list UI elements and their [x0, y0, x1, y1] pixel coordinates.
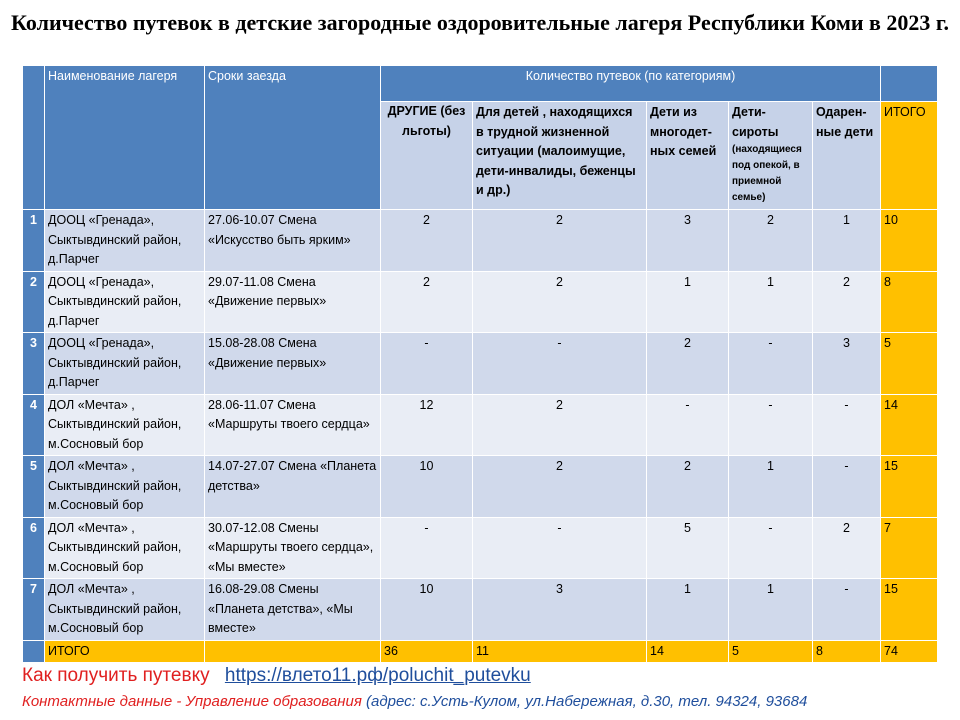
row-other: 10: [381, 456, 473, 518]
row-dates: 14.07-27.07 Смена «Планета детства»: [205, 456, 381, 518]
how-to-get-voucher: [22, 664, 942, 688]
header-other: ДРУГИЕ (без льготы): [381, 102, 473, 210]
header-total-top: [881, 66, 938, 102]
row-camp: ДООЦ «Гренада», Сыктывдинский район, д.Парчег: [45, 333, 205, 395]
page-title: Количество путевок в детские загородные оздоровительные лагеря Республики Коми в 2023 г.: [11, 10, 949, 35]
row-orphans: 1: [729, 579, 813, 641]
row-camp: ДООЦ «Гренада», Сыктывдинский район, д.Парчег: [45, 210, 205, 272]
row-index: 6: [23, 517, 45, 579]
row-total: 15: [881, 579, 938, 641]
row-difficult: -: [473, 333, 647, 395]
row-large-family: 2: [647, 456, 729, 518]
camps-table: [22, 65, 938, 663]
row-large-family: -: [647, 394, 729, 456]
row-orphans: 1: [729, 271, 813, 333]
header-index-cell: [23, 66, 45, 210]
row-difficult: 3: [473, 579, 647, 641]
row-large-family: 1: [647, 271, 729, 333]
row-difficult: 2: [473, 394, 647, 456]
row-other: -: [381, 333, 473, 395]
row-difficult: -: [473, 517, 647, 579]
row-other: 10: [381, 579, 473, 641]
row-gifted: 2: [813, 271, 881, 333]
row-large-family: 3: [647, 210, 729, 272]
row-camp: ДООЦ «Гренада», Сыктывдинский район, д.Парчег: [45, 271, 205, 333]
row-dates: 15.08-28.08 Смена «Движение первых»: [205, 333, 381, 395]
footer-dates-cell: [205, 640, 381, 663]
contact-info: [22, 692, 942, 712]
contact-label: Контактные данные - Управление образования: [22, 693, 362, 710]
footer-index-cell: [23, 640, 45, 663]
row-other: 2: [381, 271, 473, 333]
header-orphans-label: Дети-сироты: [732, 105, 779, 139]
row-orphans: -: [729, 333, 813, 395]
row-camp: ДОЛ «Мечта» , Сыктывдинский район, м.Сосновый бор: [45, 517, 205, 579]
header-orphans: [729, 102, 813, 210]
row-total: 5: [881, 333, 938, 395]
header-camp-name: Наименование лагеря: [45, 66, 205, 210]
contact-address: (адрес: с.Усть-Кулом, ул.Набережная, д.30, тел. 94324, 93684: [366, 693, 808, 710]
row-total: 7: [881, 517, 938, 579]
row-large-family: 2: [647, 333, 729, 395]
row-dates: 16.08-29.08 Смены «Планета детства», «Мы вместе»: [205, 579, 381, 641]
row-orphans: 2: [729, 210, 813, 272]
header-dates: Сроки заезда: [205, 66, 381, 210]
header-difficult: Для детей , находящихся в трудной жизненной ситуации (малоимущие, дети-инвалиды, беженцы и др.): [473, 102, 647, 210]
footer-orphans: 5: [729, 640, 813, 663]
row-index: 4: [23, 394, 45, 456]
row-index: 2: [23, 271, 45, 333]
row-large-family: 1: [647, 579, 729, 641]
row-camp: ДОЛ «Мечта» , Сыктывдинский район, м.Сосновый бор: [45, 394, 205, 456]
header-gifted: Одарен-ные дети: [813, 102, 881, 210]
header-large-family: Дети из многодет-ных семей: [647, 102, 729, 210]
row-other: -: [381, 517, 473, 579]
footer-large-family: 14: [647, 640, 729, 663]
row-difficult: 2: [473, 210, 647, 272]
row-camp: ДОЛ «Мечта» , Сыктывдинский район, м.Сосновый бор: [45, 456, 205, 518]
row-difficult: 2: [473, 271, 647, 333]
row-dates: 30.07-12.08 Смены «Маршруты твоего сердца», «Мы вместе»: [205, 517, 381, 579]
row-total: 15: [881, 456, 938, 518]
row-gifted: -: [813, 394, 881, 456]
row-camp: ДОЛ «Мечта» , Сыктывдинский район, м.Сосновый бор: [45, 579, 205, 641]
footer-gifted: 8: [813, 640, 881, 663]
header-categories-group: Количество путевок (по категориям): [381, 66, 881, 102]
footer-label: ИТОГО: [45, 640, 205, 663]
footer-difficult: 11: [473, 640, 647, 663]
row-total: 8: [881, 271, 938, 333]
how-to-get-label: Как получить путевку: [22, 665, 210, 686]
row-orphans: 1: [729, 456, 813, 518]
row-index: 3: [23, 333, 45, 395]
row-gifted: -: [813, 579, 881, 641]
row-dates: 28.06-11.07 Смена «Маршруты твоего сердца»: [205, 394, 381, 456]
row-difficult: 2: [473, 456, 647, 518]
row-gifted: 1: [813, 210, 881, 272]
row-index: 7: [23, 579, 45, 641]
row-large-family: 5: [647, 517, 729, 579]
row-gifted: 2: [813, 517, 881, 579]
row-dates: 29.07-11.08 Смена «Движение первых»: [205, 271, 381, 333]
row-other: 2: [381, 210, 473, 272]
footer-total: 74: [881, 640, 938, 663]
footer-other: 36: [381, 640, 473, 663]
row-gifted: 3: [813, 333, 881, 395]
row-total: 14: [881, 394, 938, 456]
row-dates: 27.06-10.07 Смена «Искусство быть ярким»: [205, 210, 381, 272]
row-orphans: -: [729, 394, 813, 456]
row-total: 10: [881, 210, 938, 272]
row-orphans: -: [729, 517, 813, 579]
header-total: ИТОГО: [881, 102, 938, 210]
row-other: 12: [381, 394, 473, 456]
row-gifted: -: [813, 456, 881, 518]
header-orphans-note: (находящиеся под опекой, в приемной семье): [732, 144, 802, 203]
row-index: 1: [23, 210, 45, 272]
row-index: 5: [23, 456, 45, 518]
voucher-link[interactable]: https://влето11.рф/poluchit_putevku: [224, 665, 531, 686]
